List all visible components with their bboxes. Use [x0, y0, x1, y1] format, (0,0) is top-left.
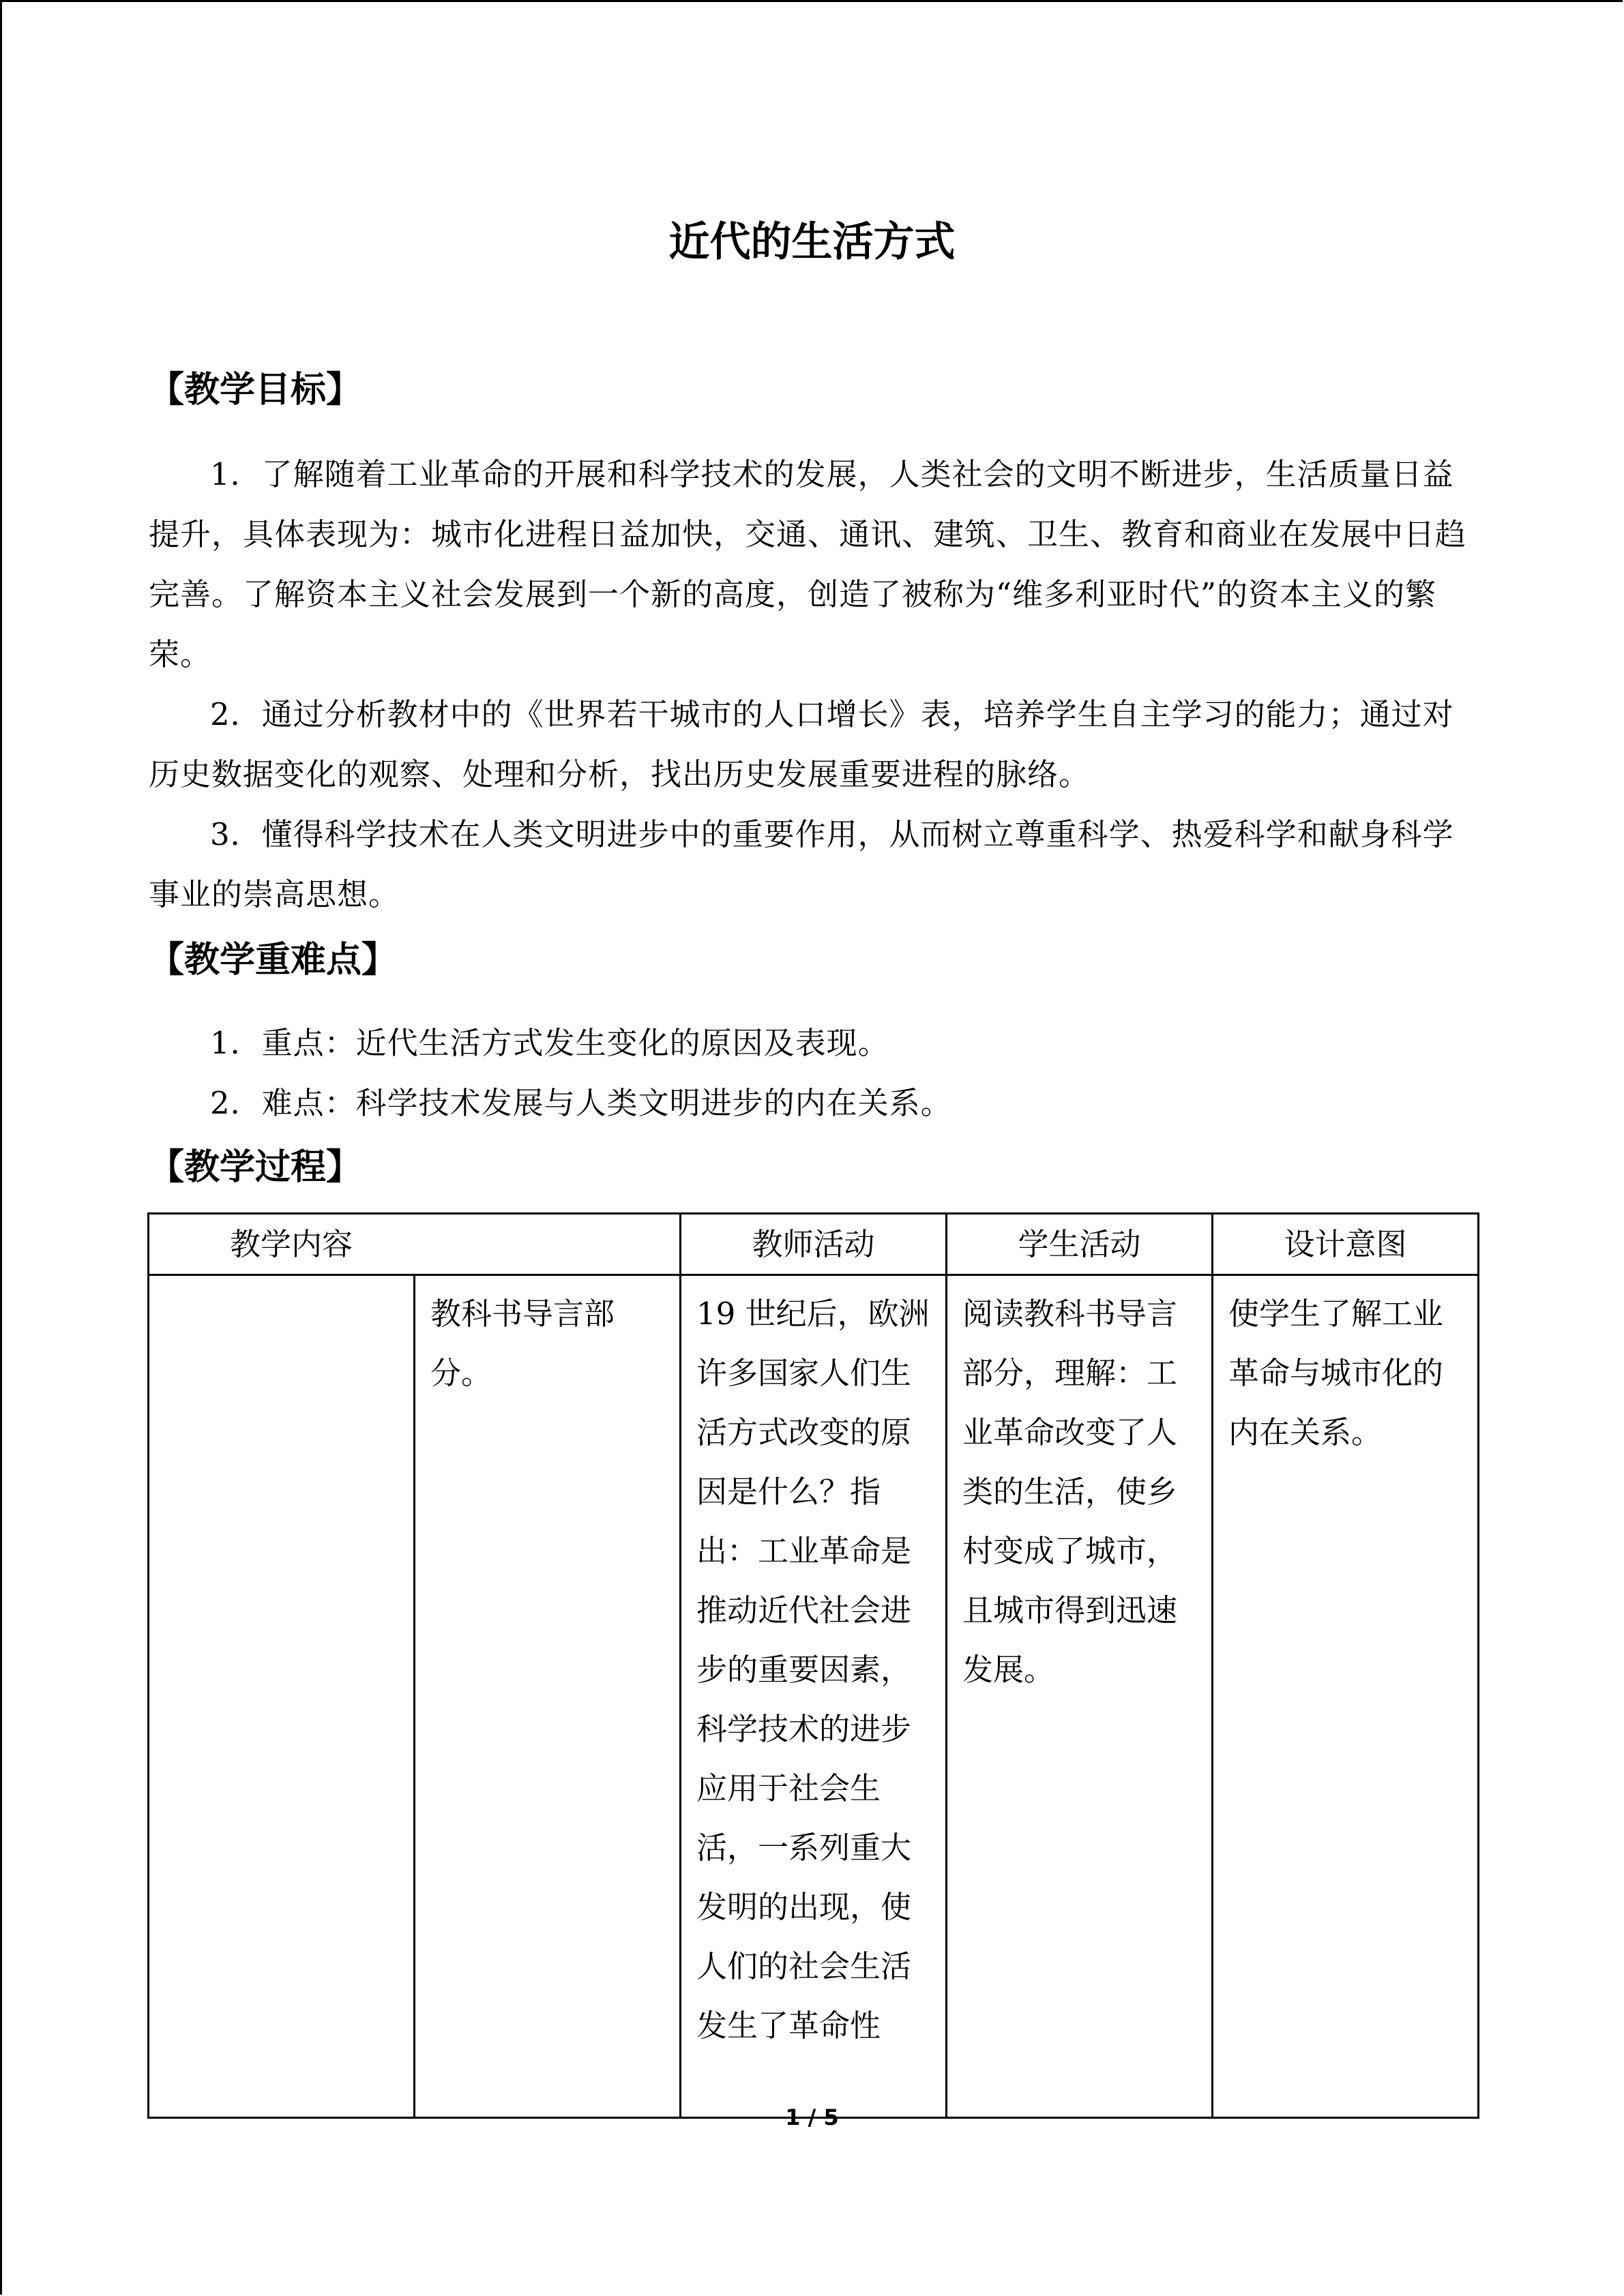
heading-objectives: 【教学目标】 — [149, 370, 362, 411]
table-row — [149, 1275, 1479, 2118]
cell-student-activity: 阅读教科书导言部分，理解：工业革命改变了人类的生活，使乡村变成了城市，且城市得到迅速发展。 — [947, 1275, 1213, 2118]
teaching-process-table — [147, 1212, 1479, 2119]
header-design-intent: 设计意图 — [1213, 1214, 1479, 1275]
page-number: 1 / 5 — [785, 2104, 839, 2130]
heading-key-points: 【教学重难点】 — [149, 940, 398, 981]
header-teacher-activity: 教师活动 — [681, 1214, 947, 1275]
header-teaching-content: 教学内容 — [149, 1214, 681, 1275]
table-header-row — [149, 1214, 1479, 1275]
cell-content-detail: 教科书导言部分。 — [415, 1275, 681, 2118]
document-title: 近代的生活方式 — [668, 218, 956, 266]
objective-item-3: 3．懂得科学技术在人类文明进步中的重要作用，从而树立尊重科学、热爱科学和献身科学事业的崇高思想。 — [149, 816, 1454, 912]
header-student-activity: 学生活动 — [947, 1214, 1213, 1275]
cell-teacher-activity: 19 世纪后，欧洲许多国家人们生活方式改变的原因是什么？指出：工业革命是推动近代社会进步的重要因素，科学技术的进步应用于社会生活，一系列重大发明的出现，使人们的社会生活发生了革命性 — [681, 1275, 947, 2118]
objective-item-2: 2．通过分析教材中的《世界若干城市的人口增长》表，培养学生自主学习的能力；通过对历史数据变化的观察、处理和分析，找出历史发展重要进程的脉络。 — [149, 696, 1454, 792]
key-point-item-1: 1．重点：近代生活方式发生变化的原因及表现。 — [210, 1025, 889, 1061]
key-point-item-2: 2．难点：科学技术发展与人类文明进步的内在关系。 — [210, 1085, 952, 1121]
heading-process: 【教学过程】 — [149, 1147, 362, 1188]
cell-design-intent: 使学生了解工业革命与城市化的内在关系。 — [1213, 1275, 1479, 2118]
objective-item-1: 1．了解随着工业革命的开展和科学技术的发展，人类社会的文明不断进步，生活质量日益提升，具体表现为：城市化进程日益加快，交通、通讯、建筑、卫生、教育和商业在发展中日趋完善。了解资本主义社会发展到一个新的高度，创造了被称为“维多利亚时代”的资本主义的繁荣。 — [149, 456, 1467, 672]
cell-content-topic — [149, 1275, 415, 2118]
